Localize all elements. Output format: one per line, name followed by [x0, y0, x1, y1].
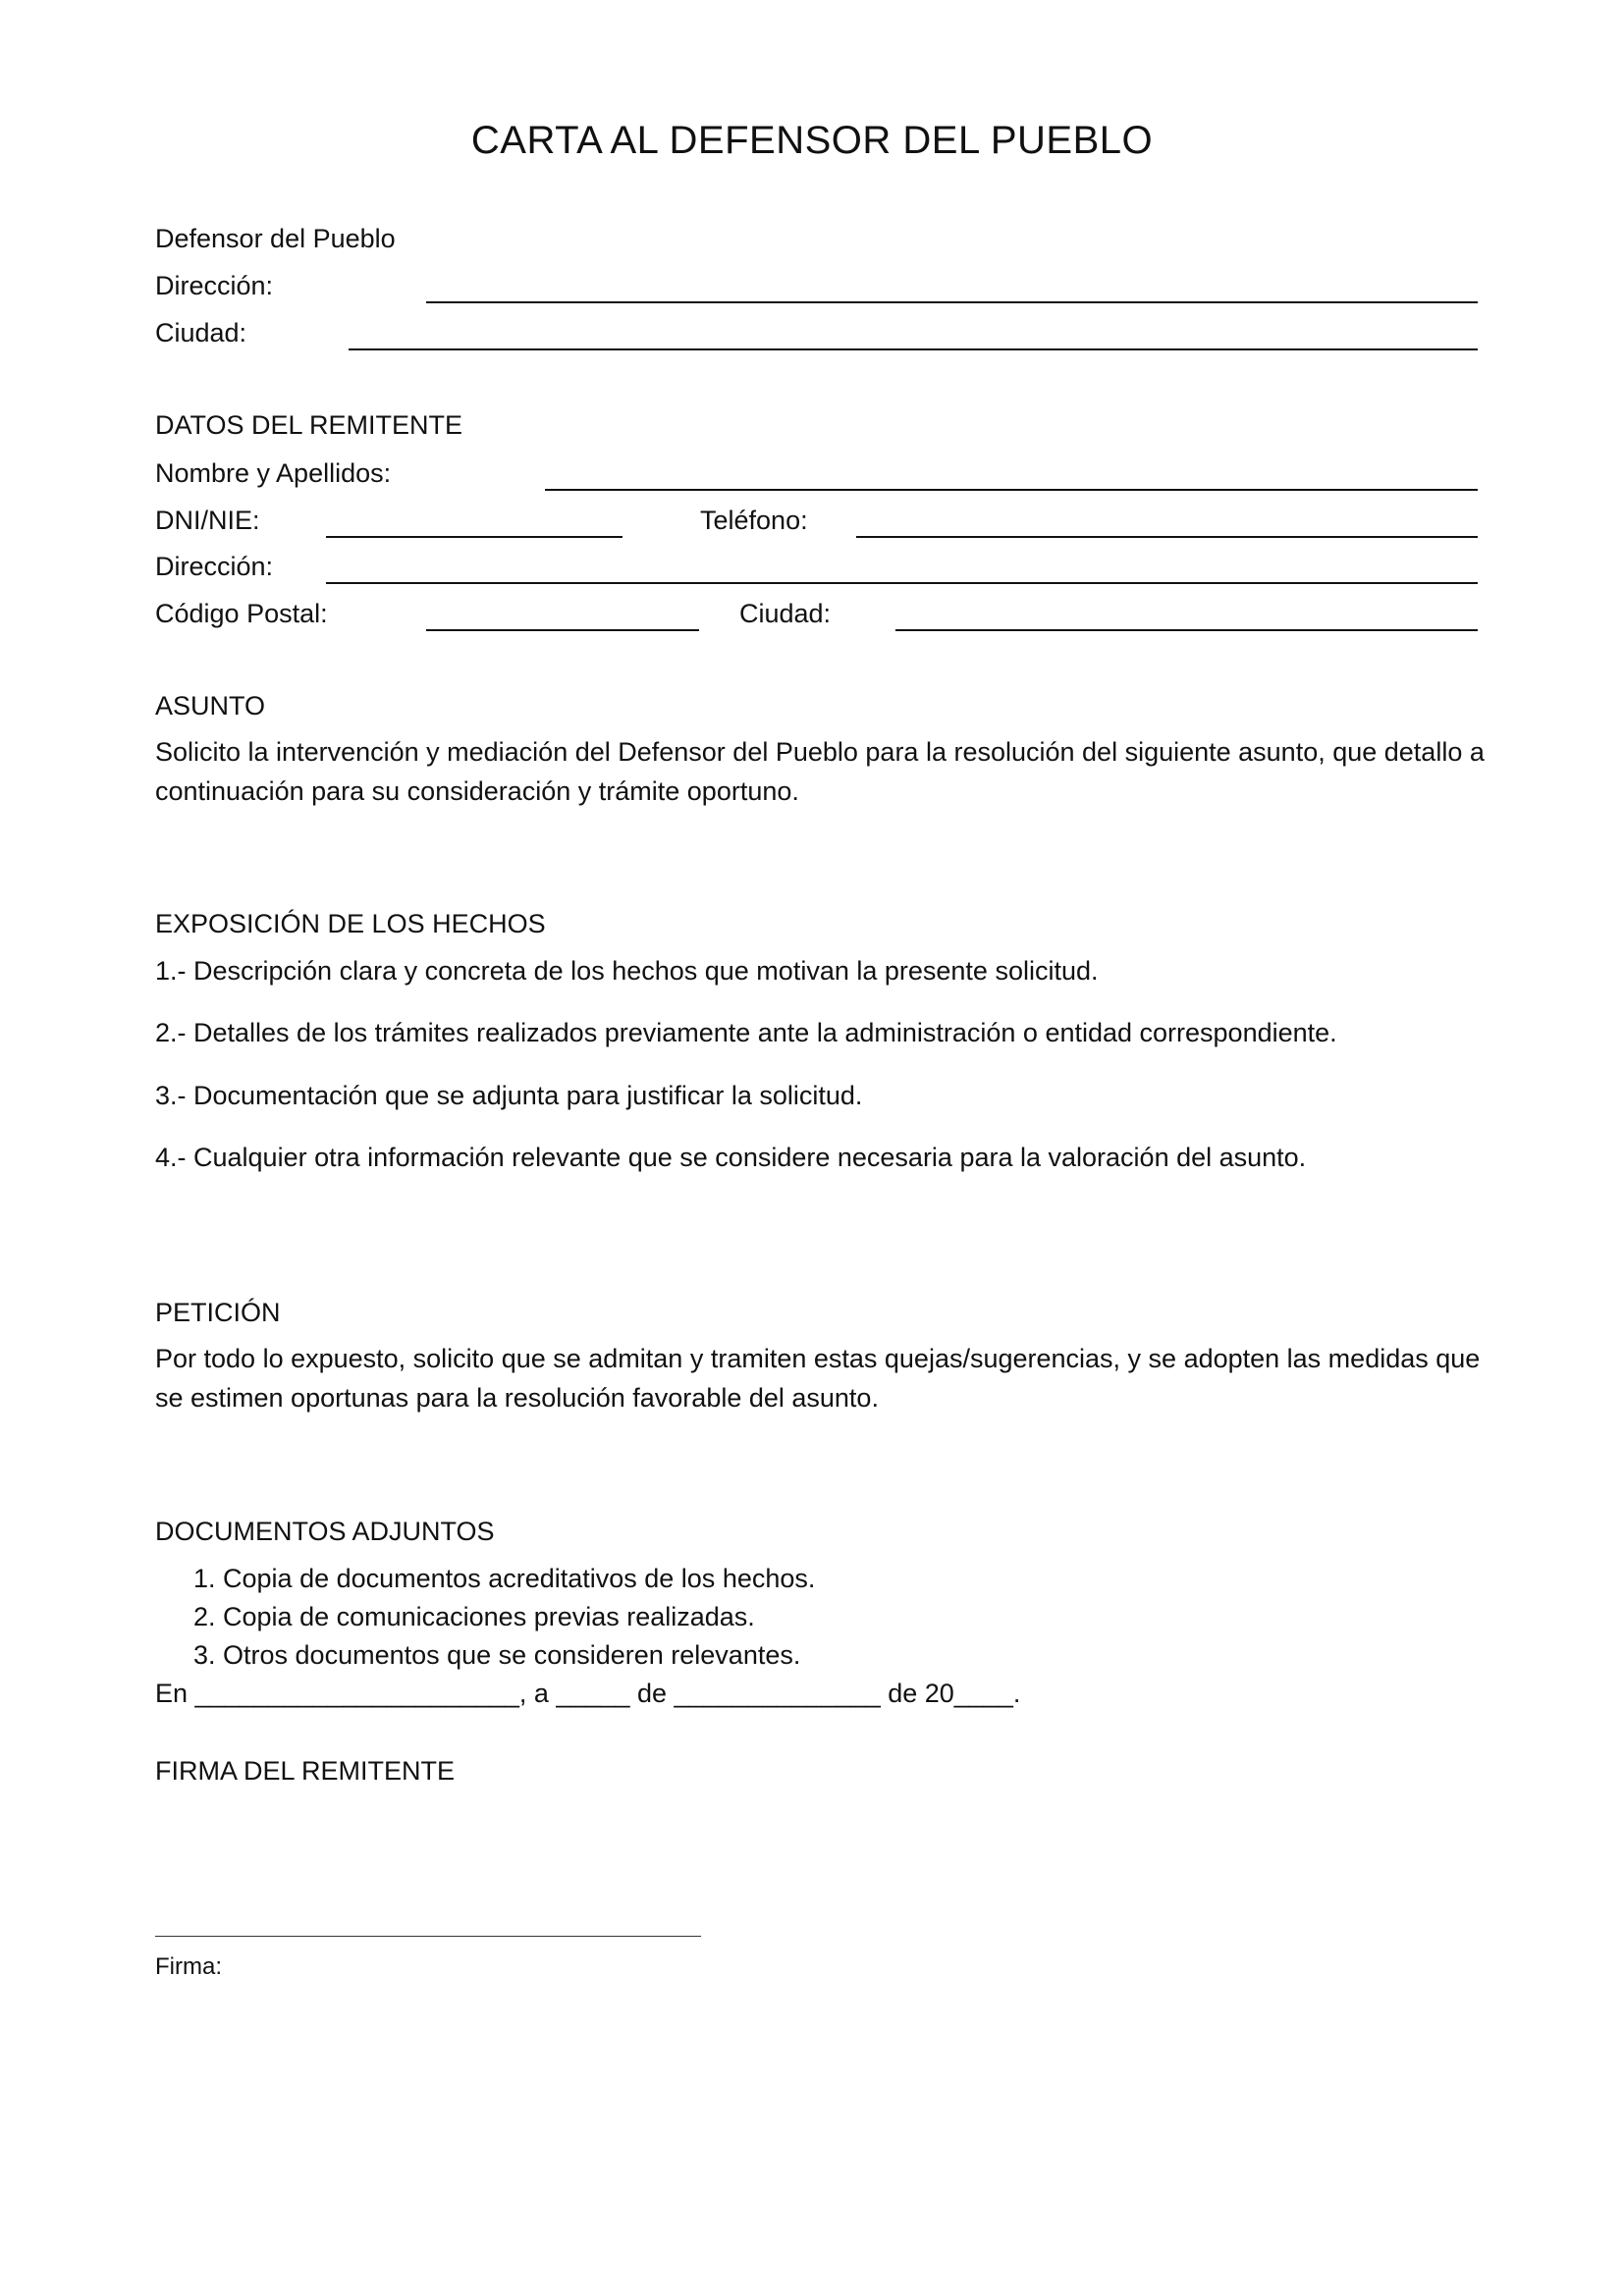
- sender-name-field[interactable]: [545, 460, 1478, 490]
- sender-city-label: Ciudad:: [739, 599, 832, 628]
- signature-label: Firma:: [155, 1953, 222, 1980]
- page-title: CARTA AL DEFENSOR DEL PUEBLO: [470, 119, 1154, 162]
- sender-city-line: [895, 629, 1478, 631]
- sender-postal-field[interactable]: [426, 601, 699, 630]
- sender-address-label: Dirección:: [155, 552, 274, 581]
- recipient-name: Defensor del Pueblo: [155, 224, 396, 253]
- sender-city-field[interactable]: [895, 601, 1478, 630]
- sender-heading: DATOS DEL REMITENTE: [155, 410, 463, 440]
- sender-id-field[interactable]: [326, 507, 623, 537]
- signature-heading: FIRMA DEL REMITENTE: [155, 1756, 456, 1786]
- petition-heading: PETICIÓN: [155, 1298, 281, 1327]
- sender-postal-line: [426, 629, 699, 631]
- sender-name-label: Nombre y Apellidos:: [155, 458, 392, 488]
- fact-item: 1.- Descripción clara y concreta de los hechos que motivan la presente solicitud.: [155, 956, 1099, 986]
- recipient-city-label: Ciudad:: [155, 318, 247, 347]
- attachment-item: 1. Copia de documentos acreditativos de los hechos.: [193, 1564, 816, 1593]
- sender-phone-label: Teléfono:: [700, 506, 808, 535]
- recipient-city-line: [349, 348, 1478, 350]
- sender-id-label: DNI/NIE:: [155, 506, 260, 535]
- sender-phone-field[interactable]: [856, 507, 1478, 537]
- sender-name-line: [545, 489, 1478, 491]
- attachment-item: 3. Otros documentos que se consideren relevantes.: [193, 1640, 801, 1670]
- sender-address-line: [326, 582, 1478, 584]
- recipient-address-line: [426, 301, 1478, 303]
- fact-item: 4.- Cualquier otra información relevante que se considere necesaria para la valoración del asunto.: [155, 1143, 1307, 1172]
- subject-text: Solicito la intervención y mediación del Defensor del Pueblo para la resolución del siguiente asunto, que detallo a continuación para su consideración y trámite oportuno.: [155, 737, 1485, 806]
- attachment-item: 2. Copia de comunicaciones previas realizadas.: [193, 1602, 755, 1631]
- recipient-city-field[interactable]: [349, 320, 1478, 349]
- sender-address-field[interactable]: [326, 554, 1478, 583]
- signature-field[interactable]: [155, 1895, 701, 1934]
- recipient-address-field[interactable]: [426, 273, 1478, 302]
- recipient-address-label: Dirección:: [155, 271, 274, 300]
- sender-id-line: [326, 536, 623, 538]
- facts-heading: EXPOSICIÓN DE LOS HECHOS: [155, 909, 546, 938]
- place-date-line[interactable]: En ______________________, a _____ de ______________ de 20____.: [155, 1679, 1021, 1708]
- subject-heading: ASUNTO: [155, 691, 266, 721]
- sender-postal-label: Código Postal:: [155, 599, 328, 628]
- signature-line: [155, 1936, 701, 1937]
- sender-phone-line: [856, 536, 1478, 538]
- petition-text: Por todo lo expuesto, solicito que se admitan y tramiten estas quejas/sugerencias, y se adopten las medidas que se estimen oportunas para la resolución favorable del asunto.: [155, 1344, 1481, 1413]
- fact-item: 3.- Documentación que se adjunta para justificar la solicitud.: [155, 1081, 863, 1110]
- attachments-heading: DOCUMENTOS ADJUNTOS: [155, 1517, 495, 1546]
- fact-item: 2.- Detalles de los trámites realizados previamente ante la administración o entidad correspondiente.: [155, 1018, 1337, 1047]
